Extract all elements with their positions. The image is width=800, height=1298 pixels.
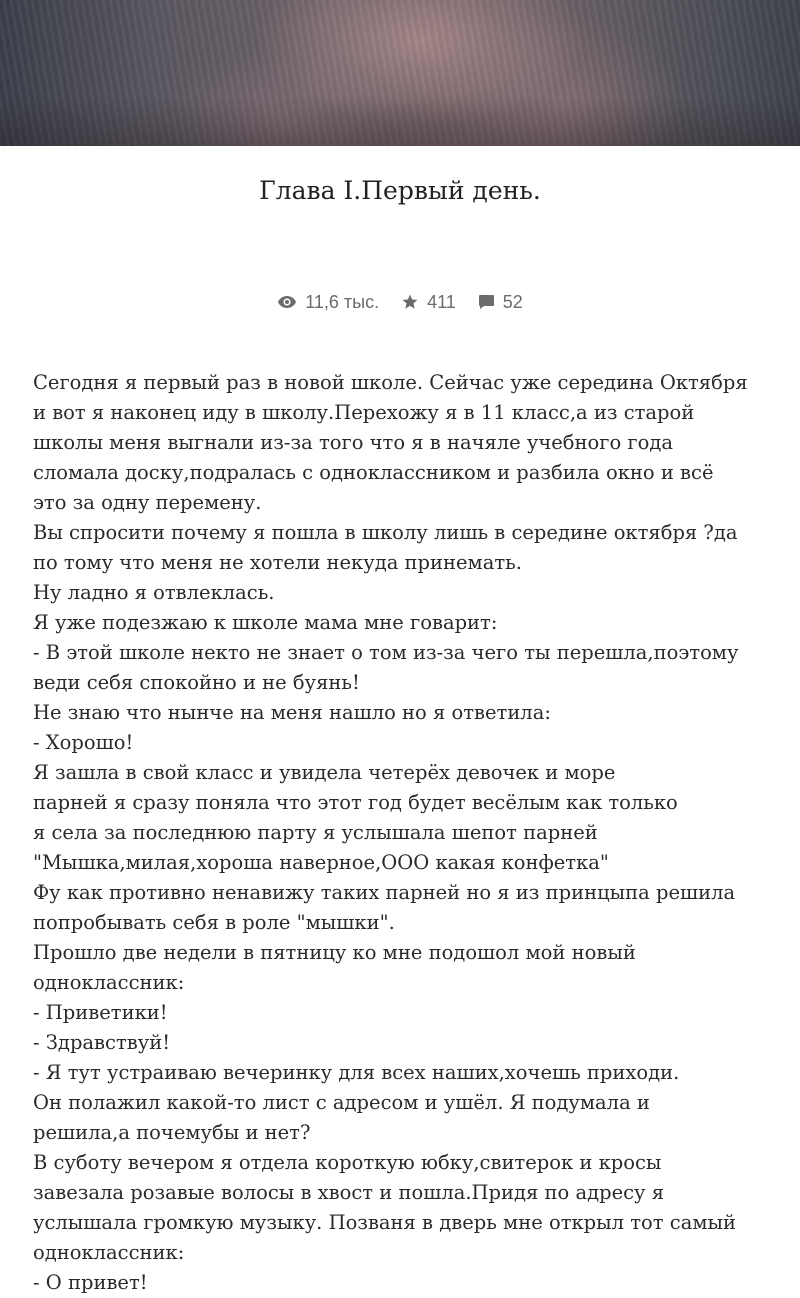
- story-line: по тому что меня не хотели некуда принемать.: [33, 551, 522, 574]
- comment-icon: [478, 294, 495, 310]
- story-line: Он полажил какой-то лист с адресом и ушёл. Я подумала и: [33, 1091, 650, 1114]
- votes-count: 411: [427, 291, 456, 312]
- story-line: - Приветики!: [33, 1001, 168, 1024]
- story-line: попробывать себя в роле "мышки".: [33, 911, 395, 934]
- story-line: Вы спросити почему я пошла в школу лишь в середине октября ?да: [33, 521, 738, 544]
- story-line: я села за последнюю парту я услышала шепот парней: [33, 821, 598, 844]
- story-line: веди себя спокойно и не буянь!: [33, 671, 360, 694]
- chapter-title: Глава I.Первый день.: [259, 176, 541, 205]
- story-line: школы меня выгнали из-за того что я в начяле учебного года: [33, 431, 674, 454]
- story-line: одноклассник:: [33, 1241, 185, 1264]
- story-line: Сегодня я первый раз в новой школе. Сейчас уже середина Октября: [33, 371, 748, 394]
- story-line: услышала громкую музыку. Позваня в дверь мне открыл тот самый: [33, 1211, 736, 1234]
- story-line: сломала доску,подралась с одноклассником и разбила окно и всё: [33, 461, 714, 484]
- story-line: - Здравствуй!: [33, 1031, 171, 1054]
- story-line: это за одну перемену.: [33, 491, 262, 514]
- views-count: 11,6 тыс.: [305, 291, 380, 312]
- story-line: Не знаю что нынче на меня нашло но я ответила:: [33, 701, 551, 724]
- votes-stat: [401, 292, 456, 313]
- story-line: Я уже подезжаю к школе мама мне говарит:: [33, 611, 498, 634]
- comments-count: 52: [502, 291, 523, 312]
- views-stat: [277, 292, 379, 313]
- story-line: и вот я наконец иду в школу.Перехожу я в 11 класс,а из старой: [33, 401, 695, 424]
- story-line: одноклассник:: [33, 971, 185, 994]
- story-line: решила,а почемубы и нет?: [33, 1121, 311, 1144]
- story-line: - Хорошо!: [33, 731, 134, 754]
- star-icon: [401, 293, 419, 311]
- story-line: Фу как противно ненавижу таких парней но я из принцыпа решила: [33, 881, 736, 904]
- story-line: парней я сразу поняла что этот год будет весёлым как только: [33, 791, 678, 814]
- story-line: - Я тут устраиваю вечеринку для всех наших,хочешь приходи.: [33, 1061, 680, 1084]
- chapter-stats: [0, 290, 800, 314]
- story-line: - В этой школе некто не знает о том из-за чего ты перешла,поэтому: [33, 641, 739, 664]
- story-line: - О привет!: [33, 1271, 148, 1294]
- chapter-cover-image: [0, 0, 800, 146]
- story-line: Ну ладно я отвлеклась.: [33, 581, 275, 604]
- story-line: В суботу вечером я отдела короткую юбку,свитерок и кросы: [33, 1151, 662, 1174]
- eye-icon: [277, 295, 297, 309]
- story-line: Я зашла в свой класс и увидела четерёх девочек и море: [33, 761, 616, 784]
- cover-shade: [0, 96, 800, 146]
- comments-stat[interactable]: [478, 292, 523, 313]
- story-line: Прошло две недели в пятницу ко мне подошол мой новый: [33, 941, 636, 964]
- chapter-text: [33, 368, 773, 1298]
- story-line: "Мышка,милая,хороша наверное,ООО какая конфетка": [33, 851, 609, 874]
- story-line: завезала розавые волосы в хвост и пошла.Придя по адресу я: [33, 1181, 665, 1204]
